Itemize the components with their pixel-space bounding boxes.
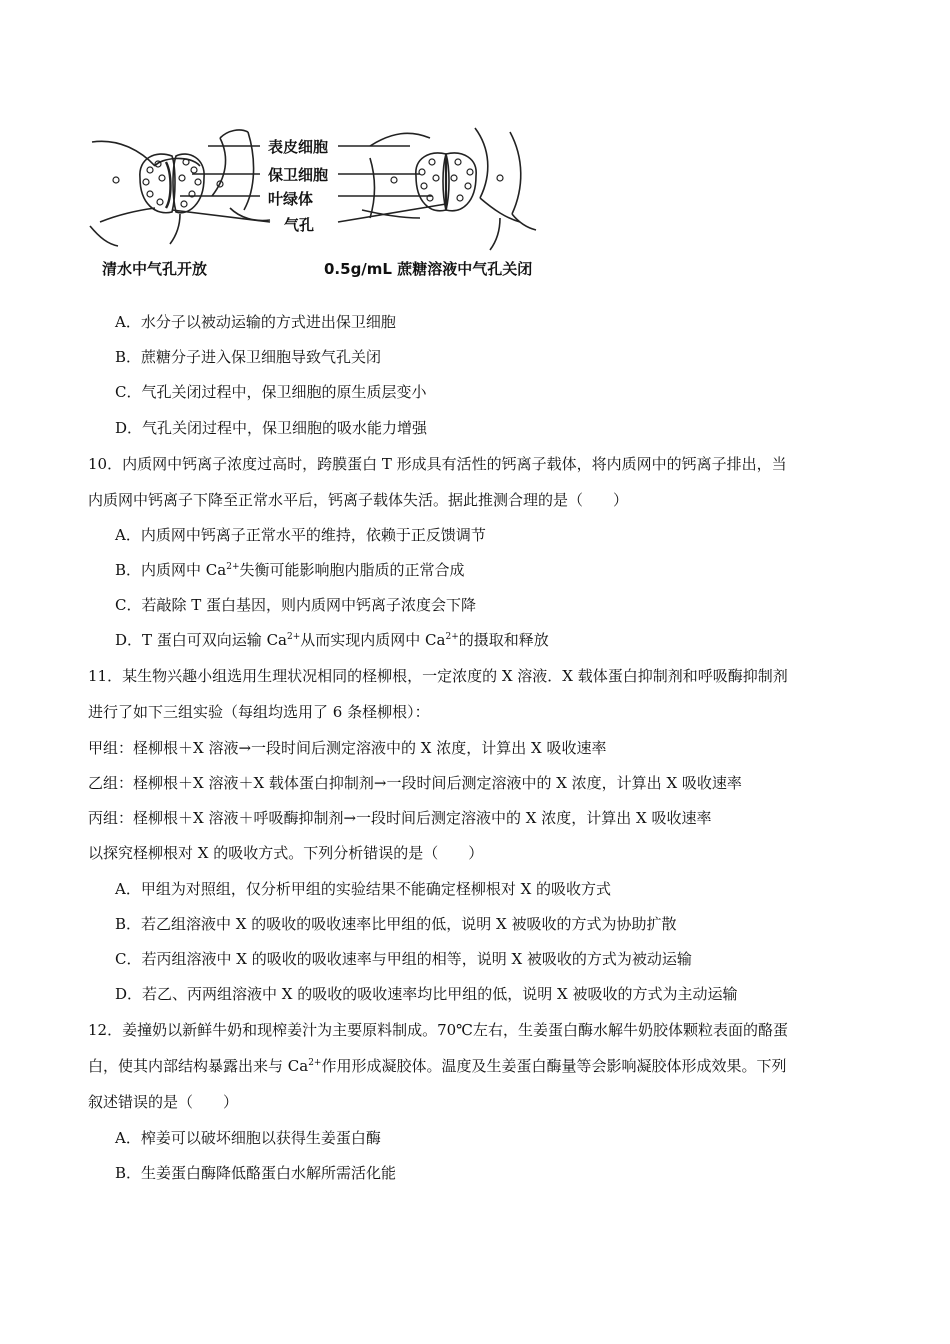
- q12-stem-line3: 叙述错误的是（ ）: [88, 1093, 239, 1111]
- q9-option-a: A．水分子以被动运输的方式进出保卫细胞: [115, 313, 396, 331]
- q10-option-b: B．内质网中 $Ca^{2+}$失衡可能影响胞内脂质的正常合成: [115, 561, 465, 579]
- q11-option-c: C．若丙组溶液中 X 的吸收的吸收速率与甲组的相等，说明 X 被吸收的方式为被动运输: [115, 950, 692, 968]
- q10-option-a: A．内质网中钙离子正常水平的维持，依赖于正反馈调节: [115, 526, 486, 544]
- q10-option-c: C．若敲除 T 蛋白基因，则内质网中钙离子浓度会下降: [115, 596, 477, 614]
- q11-group-bing: 丙组：柽柳根＋X 溶液＋呼吸酶抑制剂→一段时间后测定溶液中的 X 浓度，计算出 X 吸收速率: [88, 809, 712, 827]
- label-guard-cell: 保卫细胞: [268, 166, 329, 184]
- q11-stem-line1: 11．某生物兴趣小组选用生理状况相同的柽柳根，一定浓度的 X 溶液．X 载体蛋白抑制剂和呼吸酶抑制剂: [88, 667, 788, 685]
- label-chloroplast: 叶绿体: [268, 190, 314, 208]
- q10-option-d: D．T 蛋白可双向运输 $Ca^{2+}$从而实现内质网中 $Ca^{2+}$的摄取和释放: [115, 631, 549, 649]
- q10-stem-line1: 10．内质网中钙离子浓度过高时，跨膜蛋白 T 形成具有活性的钙离子载体，将内质网中的钙离子排出，当: [88, 455, 787, 473]
- q12-option-a: A．榨姜可以破坏细胞以获得生姜蛋白酶: [115, 1129, 381, 1147]
- q9-option-c: C．气孔关闭过程中，保卫细胞的原生质层变小: [115, 383, 427, 401]
- label-epidermal-cell: 表皮细胞: [268, 138, 329, 156]
- q10-stem-line2: 内质网中钙离子下降至正常水平后，钙离子载体失活。据此推测合理的是（ ）: [88, 491, 629, 509]
- caption-closed-stoma: 0.5g/mL 蔗糖溶液中气孔关闭: [324, 260, 533, 278]
- q9-option-b: B．蔗糖分子进入保卫细胞导致气孔关闭: [115, 348, 382, 366]
- q11-group-yi: 乙组：柽柳根＋X 溶液＋X 载体蛋白抑制剂→一段时间后测定溶液中的 X 浓度，计算出 X 吸收速率: [88, 774, 742, 792]
- q11-option-b: B．若乙组溶液中 X 的吸收的吸收速率比甲组的低，说明 X 被吸收的方式为协助扩散: [115, 915, 677, 933]
- stomata-figure: [80, 118, 600, 290]
- q11-stem-line2: 进行了如下三组实验（每组均选用了 6 条柽柳根）：: [88, 703, 430, 721]
- q12-option-b: B．生姜蛋白酶降低酪蛋白水解所需活化能: [115, 1164, 397, 1182]
- caption-open-stoma: 清水中气孔开放: [102, 260, 208, 278]
- q12-stem-line2: 白，使其内部结构暴露出来与 $Ca^{2+}$作用形成凝胶体。温度及生姜蛋白酶量等会影响凝胶体形成效果。下列: [88, 1057, 787, 1075]
- q11-question: 以探究柽柳根对 X 的吸收方式。下列分析错误的是（ ）: [88, 844, 484, 862]
- q11-option-a: A．甲组为对照组，仅分析甲组的实验结果不能确定柽柳根对 X 的吸收方式: [115, 880, 612, 898]
- q11-option-d: D．若乙、丙两组溶液中 X 的吸收的吸收速率均比甲组的低，说明 X 被吸收的方式为主动运输: [115, 985, 738, 1003]
- label-stoma: 气孔: [284, 216, 315, 234]
- q9-option-d: D．气孔关闭过程中，保卫细胞的吸水能力增强: [115, 419, 428, 437]
- q12-stem-line1: 12．姜撞奶以新鲜牛奶和现榨姜汁为主要原料制成。70℃左右，生姜蛋白酶水解牛奶胶体颗粒表面的酪蛋: [88, 1021, 788, 1039]
- q11-group-jia: 甲组：柽柳根＋X 溶液→一段时间后测定溶液中的 X 浓度，计算出 X 吸收速率: [88, 739, 607, 757]
